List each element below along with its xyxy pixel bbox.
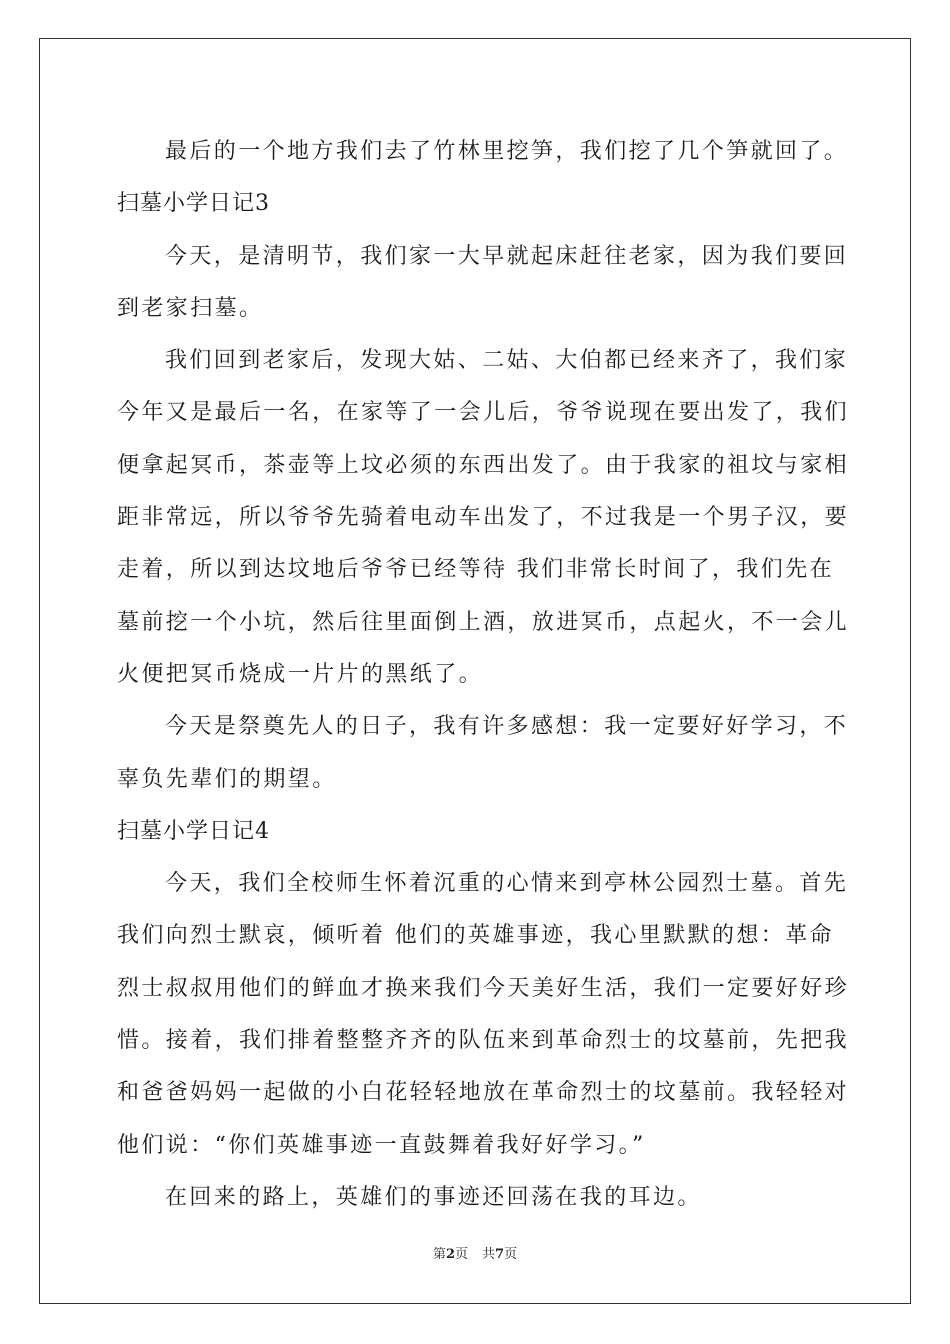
page-prefix: 第 xyxy=(432,1247,446,1262)
text-line: 便拿起冥币，茶壶等上坟必须的东西出发了。由于我家的祖坟与家相 xyxy=(117,452,850,478)
section-heading: 扫墓小学日记4 xyxy=(117,818,270,844)
section-heading: 扫墓小学日记3 xyxy=(117,191,270,217)
text-line: 距非常远，所以爷爷先骑着电动车出发了，不过我是一个男子汉，要 xyxy=(117,505,850,531)
text-line: 今天，我们全校师生怀着沉重的心情来到亭林公园烈士墓。首先 xyxy=(165,871,849,897)
page-current: 2 xyxy=(445,1247,455,1262)
text-line: 今天，是清明节，我们家一大早就起床赶往老家，因为我们要回 xyxy=(165,243,849,269)
total-prefix: 共 xyxy=(482,1247,496,1262)
text-line: 火便把冥币烧成一片片的黑纸了。 xyxy=(117,661,484,687)
text-line: 走着，所以到达坟地后爷爷已经等待 我们非常长时间了，我们先在 xyxy=(117,557,834,583)
text-line: 辜负先辈们的期望。 xyxy=(117,766,337,792)
text-line: 我们回到老家后，发现大姑、二姑、大伯都已经来齐了，我们家 xyxy=(165,348,849,374)
text-line: 烈士叔叔用他们的鲜血才换来我们今天美好生活，我们一定要好好珍 xyxy=(117,975,850,1001)
total-suffix: 页 xyxy=(504,1247,518,1262)
page-suffix: 页 xyxy=(454,1247,468,1262)
text-line: 今年又是最后一名，在家等了一会儿后，爷爷说现在要出发了，我们 xyxy=(117,400,850,426)
text-line: 和爸爸妈妈一起做的小白花轻轻地放在革命烈士的坟墓前。我轻轻对 xyxy=(117,1080,850,1106)
text-line: 在回来的路上，英雄们的事迹还回荡在我的耳边。 xyxy=(165,1184,702,1210)
text-line: 今天是祭奠先人的日子，我有许多感想：我一定要好好学习，不 xyxy=(165,714,849,740)
page-total: 7 xyxy=(495,1247,505,1262)
text-line: 他们说：“你们英雄事迹一直鼓舞着我好好学习。” xyxy=(117,1132,646,1158)
text-line: 我们向烈士默哀，倾听着 他们的英雄事迹，我心里默默的想：革命 xyxy=(117,923,834,949)
text-line: 墓前挖一个小坑，然后往里面倒上酒，放进冥币，点起火，不一会儿 xyxy=(117,609,850,635)
text-line: 最后的一个地方我们去了竹林里挖笋，我们挖了几个笋就回了。 xyxy=(165,139,849,164)
document-body xyxy=(117,126,850,1224)
text-line: 到老家扫墓。 xyxy=(117,295,264,321)
page-footer xyxy=(0,1246,950,1264)
text-line: 惜。接着，我们排着整整齐齐的队伍来到革命烈士的坟墓前，先把我 xyxy=(117,1028,850,1054)
